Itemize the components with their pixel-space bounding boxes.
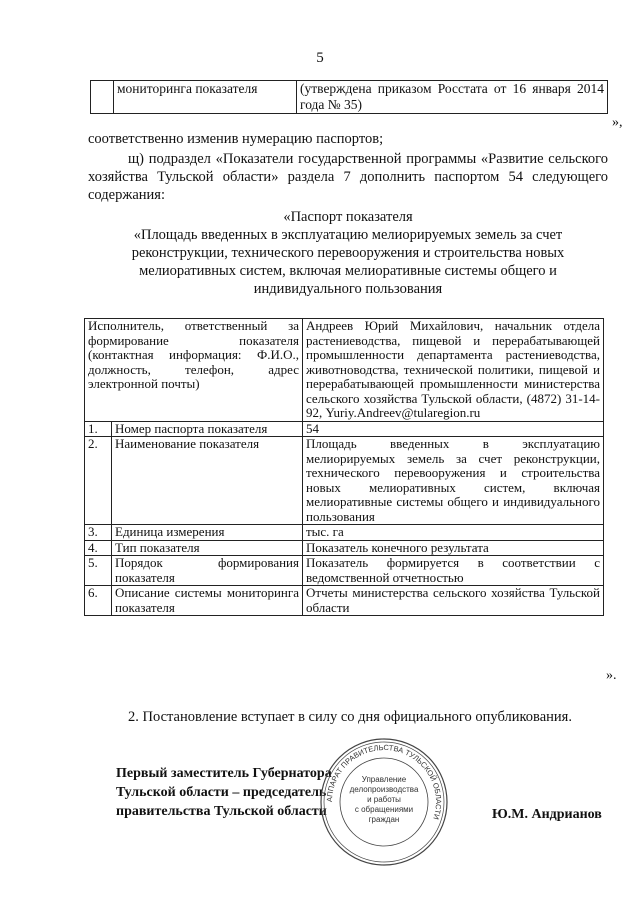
table-row [85, 319, 604, 422]
table-cell-value: Показатель формируется в соответствии с ведомственной отчетностью [303, 556, 604, 586]
row-number: 6. [85, 586, 112, 616]
seal-center-line: и работы [367, 795, 401, 804]
table-cell-value: (утверждена приказом Росстата от 16 января 2014 года № 35) [297, 81, 608, 114]
signature-line: Первый заместитель Губернатора [116, 766, 332, 781]
table-row [85, 540, 604, 556]
row-number: 3. [85, 525, 112, 541]
table-cell-label: Порядок формирования показателя [112, 556, 303, 586]
table-cell-label: Исполнитель, ответственный за формирование показателя (контактная информация: Ф.И.О., должность, телефон, адрес электронной почты) [85, 319, 303, 422]
table-cell-value: тыс. га [303, 525, 604, 541]
table-cell-label: Описание системы мониторинга показателя [112, 586, 303, 616]
signature-line: Тульской области – председатель [116, 785, 327, 800]
table-cell-label: Единица измерения [112, 525, 303, 541]
table-row [85, 525, 604, 541]
seal-ring-text: АППАРАТ ПРАВИТЕЛЬСТВА ТУЛЬСКОЙ ОБЛАСТИ [324, 742, 444, 821]
table-row [85, 586, 604, 616]
table-cell-label: мониторинга показателя [114, 81, 297, 114]
table-cell-value: Отчеты министерства сельского хозяйства Тульской области [303, 586, 604, 616]
row-number: 5. [85, 556, 112, 586]
row-number: 4. [85, 540, 112, 556]
closing-quote: ». [606, 668, 617, 683]
table-cell-empty [91, 81, 114, 114]
paragraph-renumbering: соответственно изменив нумерацию паспортов; [88, 131, 384, 147]
table-row [85, 556, 604, 586]
paragraph-amendment: щ) подраздел «Показатели государственной программы «Развитие сельского хозяйства Тульской области» раздела 7 дополнить паспортом 54 следующего содержания: [88, 151, 608, 203]
row-number: 2. [85, 437, 112, 525]
seal-center-line: с обращениями [354, 805, 414, 814]
signature-line: правительства Тульской области [116, 804, 327, 819]
signatory-name: Ю.М. Андрианов [492, 807, 602, 822]
clause-effective-date: 2. Постановление вступает в силу со дня официального опубликования. [128, 709, 572, 725]
table-cell-value: 54 [303, 421, 604, 437]
passport-table [84, 318, 604, 616]
table-cell-label: Номер паспорта показателя [112, 421, 303, 437]
page-number: 5 [316, 50, 324, 66]
passport-subtitle: «Площадь введенных в эксплуатацию мелиорируемых земель за счет реконструкции, технического перевооружения и строительства новых мелиоративных систем, включая мелиоративные системы общего и индивидуального пользования [131, 227, 565, 297]
table-cell-label: Наименование показателя [112, 437, 303, 525]
signature-block [116, 764, 332, 821]
passport-title: «Паспорт показателя [283, 209, 413, 225]
table-row [85, 437, 604, 525]
official-seal [318, 736, 450, 868]
seal-center-line: граждан [368, 815, 400, 824]
table-cell-value: Показатель конечного результата [303, 540, 604, 556]
table-cell-value: Площадь введенных в эксплуатацию мелиорируемых земель за счет реконструкции, технического перевооружения и строительства новых мелиоративных систем, включая мелиоративные системы общего и индивидуального пользования [303, 437, 604, 525]
closing-quote: », [612, 115, 623, 130]
table-cell-label: Тип показателя [112, 540, 303, 556]
row-number: 1. [85, 421, 112, 437]
table-row [91, 81, 608, 114]
table-cell-value: Андреев Юрий Михайлович, начальник отдела растениеводства, пищевой и перерабатывающей промышленности департамента растениеводства, животноводства, технической политики, пищевой и перерабатывающей промышленности министерства сельского хозяйства Тульской области, (4872) 31-14-92, Yuriy.Andreev@tularegion.ru [303, 319, 604, 422]
top-table-fragment [90, 80, 608, 114]
seal-center-line: Управление [361, 775, 407, 784]
seal-center-line: делопроизводства [349, 785, 419, 794]
table-row [85, 421, 604, 437]
